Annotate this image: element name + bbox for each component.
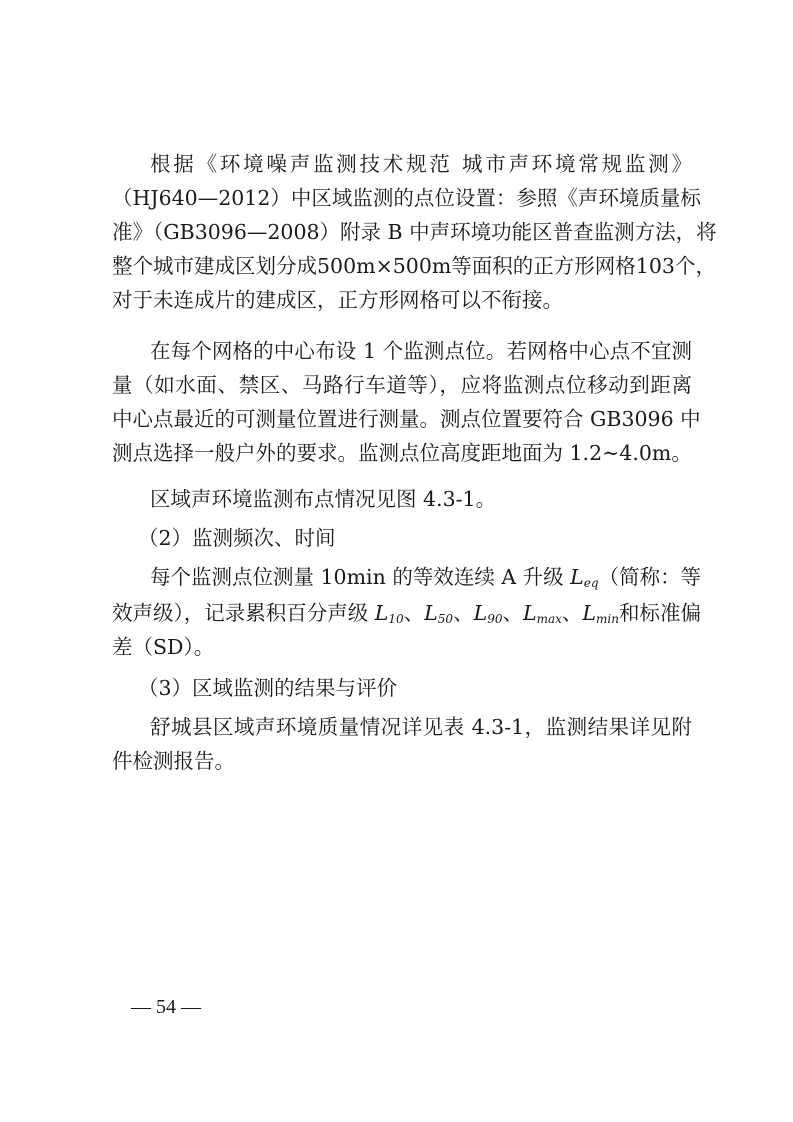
para1-line2: （HJ640—2012）中区域监测的点位设置：参照《声环境质量标 [112,186,701,210]
para1-line4: 整个城市建成区划分成500m×500m等面积的正方形网格103个， [112,254,716,278]
para3: 区域声环境监测布点情况见图 4.3-1。 [150,487,497,511]
para1-line1: 根据《环境噪声监测技术规范 城市声环境常规监测》 [150,152,692,176]
para1-line3: 准》（GB3096—2008）附录 B 中声环境功能区普查监测方法，将 [112,220,717,244]
para4-line2: 效声级），记录累积百分声级 $L_{10}$、$L_{50}$、$L_{90}$、$L_{max}$、$L_{min}$和标准偏 [112,601,701,626]
para2-line2: 量（如水面、禁区、马路行车道等），应将监测点位移动到距离 [112,373,692,397]
heading-monitoring-frequency: （2）监测频次、时间 [138,526,336,550]
para5-line2: 件检测报告。 [112,749,235,773]
para2-line3: 中心点最近的可测量位置进行测量。测点位置要符合 GB3096 中 [112,407,701,431]
para2-line4: 测点选择一般户外的要求。监测点位高度距地面为 1.2~4.0m。 [112,441,692,465]
para4-line3: 差（SD）。 [112,635,215,659]
heading-area-monitoring-results: （3）区域监测的结果与评价 [138,676,398,700]
para5-line1: 舒城县区域声环境质量情况详见表 4.3-1，监测结果详见附 [150,715,692,739]
page-number: — 54 — [131,996,201,1018]
para4-line1: 每个监测点位测量 10min 的等效连续 A 升级 $L_{eq}$（简称：等 [150,565,702,590]
para2-line1: 在每个网格的中心布设 1 个监测点位。若网格中心点不宜测 [150,339,692,363]
para1-line5: 对于未连成片的建成区，正方形网格可以不衔接。 [112,288,563,312]
